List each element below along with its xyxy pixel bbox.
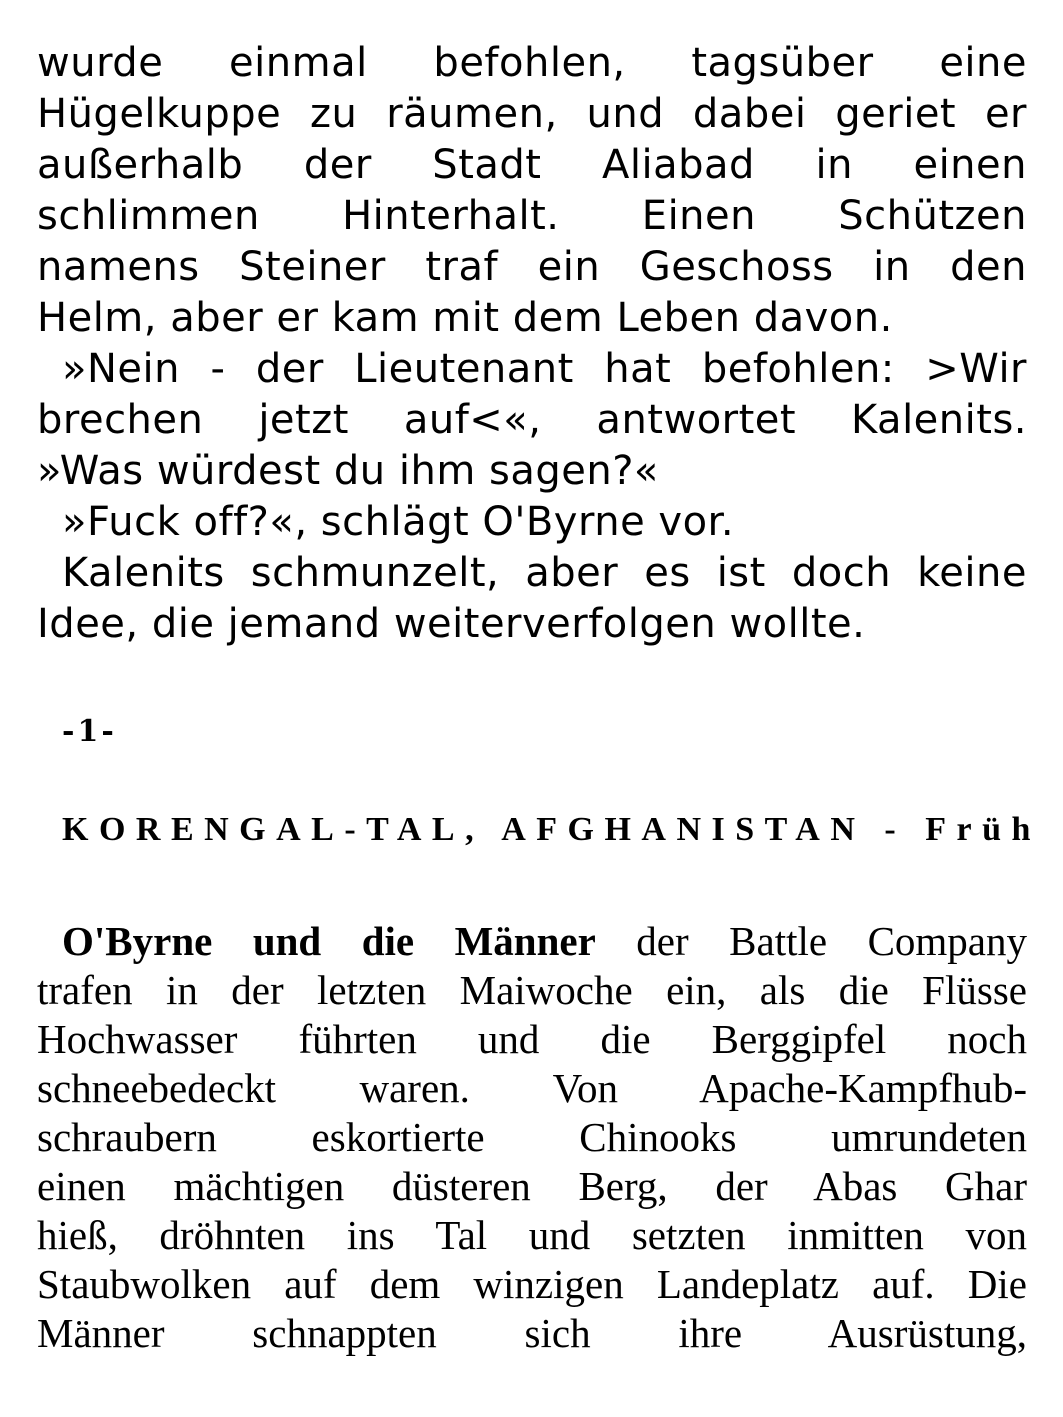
- text-line: hieß, dröhnten ins Tal und setzten inmitten von: [37, 1212, 1027, 1258]
- text-line: trafen in der letzten Maiwoche ein, als die Flüsse: [37, 967, 1027, 1013]
- text-line: Helm, aber er kam mit dem Leben davon.: [37, 295, 893, 341]
- text-line: wurde einmal befohlen, tagsüber eine: [37, 40, 1027, 86]
- text-line: brechen jetzt auf<«, antwortet Kalenits.: [37, 397, 1027, 443]
- text-line: Hochwasser führten und die Berggipfel noch: [37, 1016, 1027, 1062]
- text-line: Idee, die jemand weiterverfolgen wollte.: [37, 601, 866, 647]
- text-line: Staubwolken auf dem winzigen Landeplatz auf. Die: [37, 1261, 1027, 1307]
- paragraph-lead: O'Byrne und die Männer: [62, 918, 596, 964]
- text-line: »Nein - der Lieutenant hat befohlen: >Wir: [62, 346, 1027, 392]
- chapter-heading: KORENGAL-TAL, AFGHANISTAN - Früh: [62, 811, 1041, 848]
- text-line: namens Steiner traf ein Geschoss in den: [37, 244, 1027, 290]
- text-line: schlimmen Hinterhalt. Einen Schützen: [37, 193, 1027, 239]
- text-line: schneebedeckt waren. Von Apache-Kampfhub-: [37, 1065, 1027, 1111]
- text-line: außerhalb der Stadt Aliabad in einen: [37, 142, 1027, 188]
- text-line: Männer schnappten sich ihre Ausrüstung,: [37, 1310, 1027, 1356]
- paragraph-first-line-rest: der Battle Company: [595, 918, 1027, 964]
- text-line: Hügelkuppe zu räumen, und dabei geriet er: [37, 91, 1027, 137]
- text-line: »Was würdest du ihm sagen?«: [37, 448, 659, 494]
- paragraph-first-line: [37, 917, 1027, 966]
- chapter-number: -1-: [62, 714, 117, 749]
- text-line: einen mächtigen düsteren Berg, der Abas Ghar: [37, 1163, 1027, 1209]
- text-line: Kalenits schmunzelt, aber es ist doch keine: [62, 550, 1027, 596]
- text-line: schraubern eskortierte Chinooks umrundeten: [37, 1114, 1027, 1160]
- text-line: »Fuck off?«, schlägt O'Byrne vor.: [62, 499, 735, 545]
